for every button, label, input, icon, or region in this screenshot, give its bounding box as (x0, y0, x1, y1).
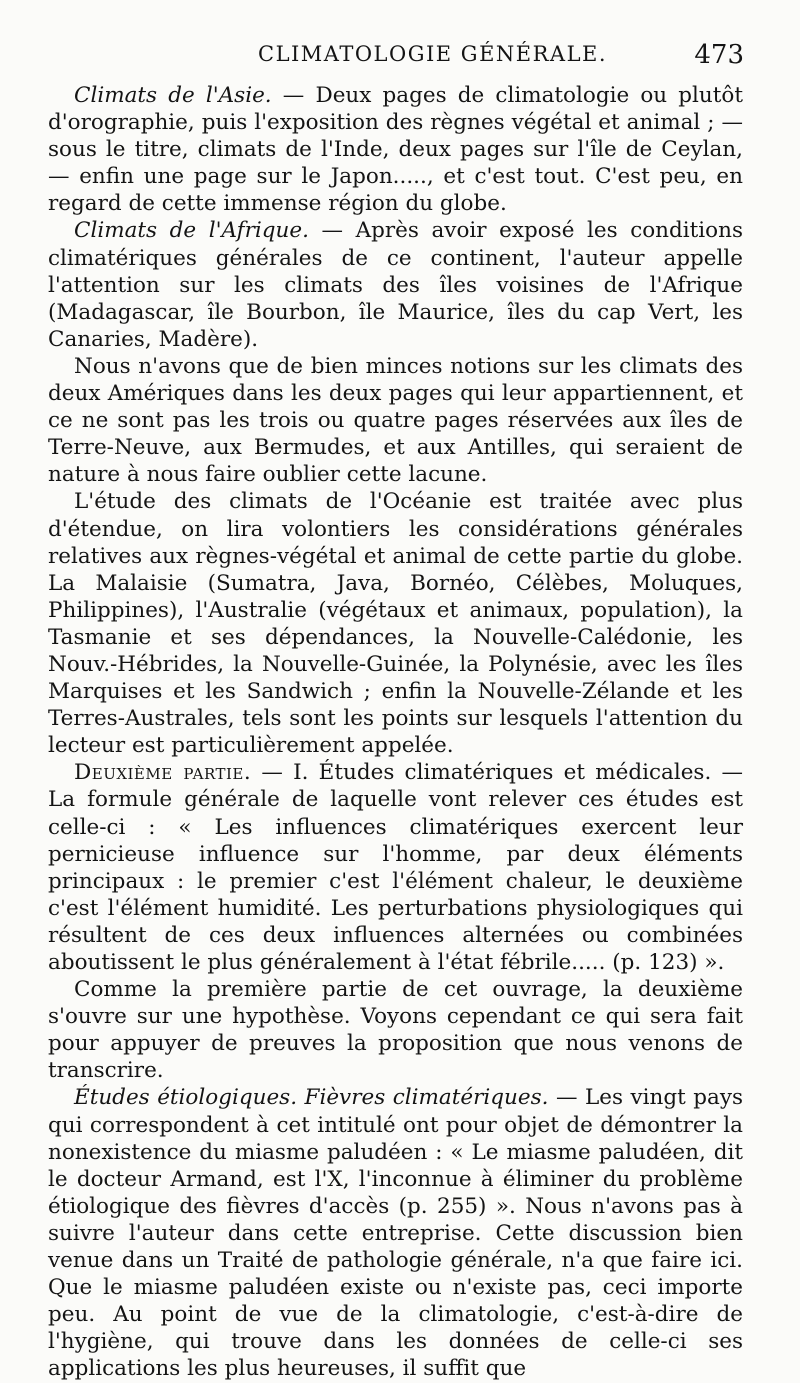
paragraph-etudes-etiologiques (48, 1084, 743, 1382)
paragraph-lead: Climats de l'Asie. (74, 83, 272, 108)
paragraph-oceanie (48, 488, 743, 759)
body-text (48, 82, 743, 1383)
paragraph-hypothese (48, 976, 743, 1084)
paragraph-text: Nous n'avons que de bien minces notions sur les climats des deux Amériques dans les deux pages qui leur appartiennent, et ce ne sont pas les trois ou quatre pages réservées aux îles de Terre-Neuve, aux Bermudes, et aux Antilles, qui seraient de nature à nous faire oublier cette lacune. (48, 353, 743, 488)
running-title: CLIMATOLOGIE GÉNÉRALE. (258, 42, 608, 66)
paragraph-afrique (48, 217, 743, 352)
section-heading: Deuxième partie. (74, 760, 252, 786)
paragraph-text: — Deux pages de climatologie ou plutôt d'orographie, puis l'exposition des règnes végétal et animal ; — sous le titre, climats de l'Inde, deux pages sur l'île de Ceylan, — enfin une page sur le Japon....., et c'est tout. C'est peu, en regard de cette immense région du globe. (48, 83, 743, 217)
paragraph-ameriques (48, 353, 743, 488)
paragraph-text: L'étude des climats de l'Océanie est traitée avec plus d'étendue, on lira volontiers les considérations générales relatives aux règnes-végétal et animal de cette partie du globe. La Malaisie (Sumatra, Java, Bornéo, Célèbes, Moluques, Philippines), l'Australie (végétaux et animaux, population), la Tasmanie et ses dépendances, la Nouvelle-Calédonie, les Nouv.-Hébrides, la Nouvelle-Guinée, la Polynésie, avec les îles Marquises et les Sandwich ; enfin la Nouvelle-Zélande et les Terres-Australes, tels sont les points sur lesquels l'attention du lecteur est particulièrement appelée. (48, 489, 743, 759)
paragraph-lead: Climats de l'Afrique. (74, 218, 309, 244)
paragraph-lead: Études étiologiques. Fièvres climatériques. (74, 1085, 549, 1111)
paragraph-text: — Les vingt pays qui correspondent à cet intitulé ont pour objet de démontrer la nonexistence du miasme paludéen : « Le miasme paludéen, dit le docteur Armand, est l'X, l'inconnue à éliminer du problème étiologique des fièvres d'accès (p. 255) ». Nous n'avons pas à suivre l'auteur dans cette entreprise. Cette discussion bien venue dans un Traité de pathologie générale, n'a que faire ici. Que le miasme paludéen existe ou n'existe pas, ceci importe peu. Au point de vue de la climatologie, c'est-à-dire de l'hygiène, qui trouve dans les données de celle-ci ses applications les plus heureuses, il suffit que (48, 1085, 744, 1382)
paragraph-text: — I. Études climatériques et médicales. — La formule générale de laquelle vont relever ces études est celle-ci : « Les influences climatériques exercent leur pernicieuse influence sur l'homme, par deux éléments principaux : le premier c'est l'élément chaleur, le deuxième c'est l'élément humidité. Les perturbations physiologiques qui résultent de ces deux influences alternées ou combinées aboutissent le plus généralement à l'état fébrile..... (p. 123) ». (48, 760, 743, 975)
running-head (0, 40, 800, 74)
paragraph-deuxieme-partie (48, 759, 743, 976)
paragraph-text: Comme la première partie de cet ouvrage, la deuxième s'ouvre sur une hypothèse. Voyons cependant ce qui sera fait pour appuyer de preuves la proposition que nous venons de transcrire. (48, 977, 743, 1084)
paragraph-asie (48, 82, 743, 217)
page-number: 473 (694, 40, 744, 70)
paragraph-text: — Après avoir exposé les conditions climatériques générales de ce continent, l'auteur appelle l'attention sur les climats des îles voisines de l'Afrique (Madagascar, île Bourbon, île Maurice, îles du cap Vert, les Canaries, Madère). (48, 218, 744, 352)
